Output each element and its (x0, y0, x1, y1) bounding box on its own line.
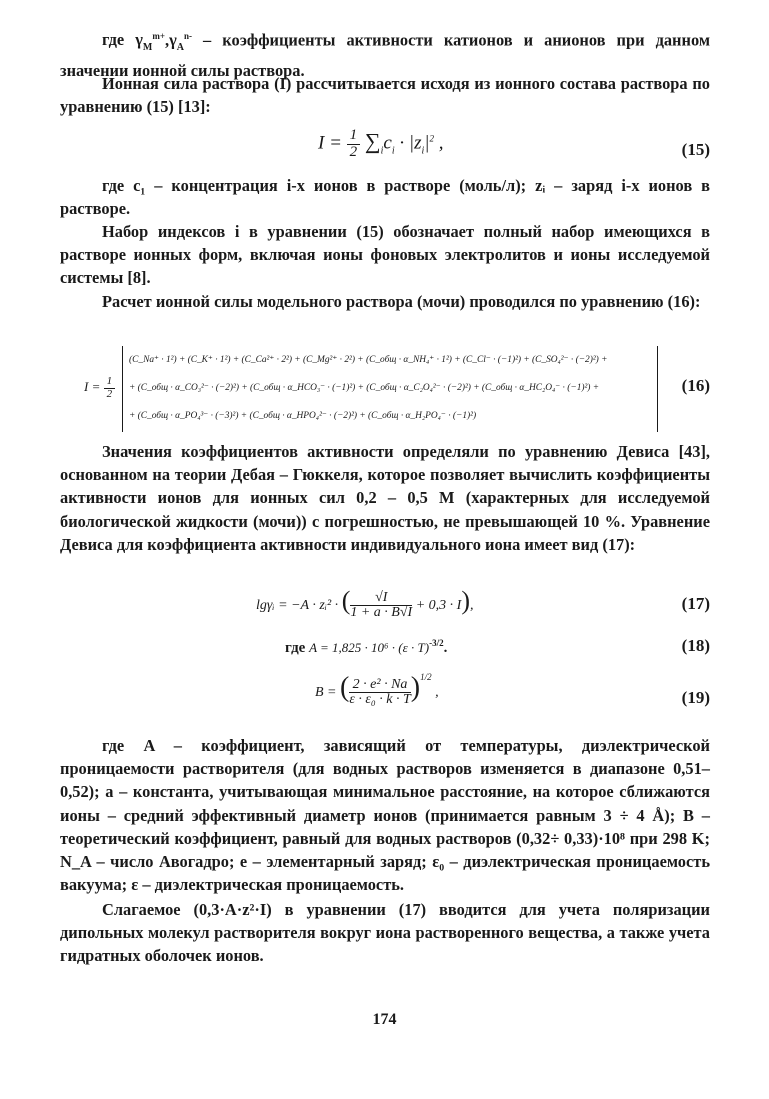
eq16-row-3: + (C_общ · α_PO₄³⁻ · (−3)²) + (C_общ · α_HPO₄²⁻ · (−2)²) + (C_общ · α_H₂PO₄⁻ · (−1)²) (129, 411, 477, 421)
paragraph-3: где c₁ – концентрация i-х ионов в растворе (моль/л); zᵢ – заряд i-х ионов в растворе. (60, 176, 710, 219)
eq15-number: (15) (681, 140, 710, 159)
paragraph-6: Значения коэффициентов активности определяли по уравнению Девиса [43], основанном на теории Дебая – Гюккеля, которое позволяет вычислить коэффициенты активности ионов для ионных сил 0,2 – 0,5 М (характерных для исследуемой биологической жидкости (мочи)) с погрешностью, не превышающей 10 %. Уравнение Девиса для коэффициента активности индивидуального иона имеет вид (17): (60, 442, 710, 554)
equation-17 (60, 582, 710, 632)
eq16-row-2: + (C_общ · α_CO₃²⁻ · (−2)²) + (C_общ · α_HCO₃⁻ · (−1)²) + (C_общ · α_C₂O₄²⁻ · (−2)²) + (C_общ · α_HC₂O₄⁻ · (−1)²) + (129, 383, 600, 393)
eq18-number: (18) (681, 636, 710, 655)
eq19-number: (19) (681, 688, 710, 707)
para1-start: где γ (102, 30, 143, 50)
para1-mid: ,γ (164, 30, 177, 50)
paragraph-2: Ионная сила раствора (I) рассчитывается исходя из ионного состава раствора по уравнению (15) [13]: (60, 74, 710, 117)
paragraph-8: Слагаемое (0,3·A·z²·I) в уравнении (17) вводится для учета поляризации дипольных молекул растворителя вокруг иона растворенного вещества, а также учета гидратных оболочек ионов. (60, 900, 710, 966)
eq16-bracket-body (122, 346, 658, 432)
page-number: 174 (372, 1011, 397, 1028)
para1-rest: – коэффициенты активности катионов и анионов при данном значении ионной силы раствора. (60, 30, 710, 80)
gamma-a-sup: n- (183, 31, 192, 41)
paragraph-4: Набор индексов i в уравнении (15) обозначает полный набор имеющихся в растворе ионных форм, включая ионы фоновых электролитов и ионы исследуемой системы [8]. (60, 222, 710, 288)
eq17-formula: lgγᵢ = −A · zᵢ² · ( $\frac{√I}{1 + a \cdot B√I}$ + 0,3 · I), (256, 586, 474, 621)
gamma-m-sup: m+ (152, 31, 165, 41)
gamma-a-sub: A (176, 41, 184, 53)
eq18-formula: где $A = 1,825 \cdot 10^6 \cdot (\varepsilon \cdot T)^{-3/2}$. (285, 638, 448, 656)
gamma-m-sub: M (142, 41, 153, 53)
eq15-formula: I = $\frac{1}{2}$ $\sum_ic_i \cdot |z_i|^2$ , (318, 127, 444, 160)
paragraph-5: Расчет ионной силы модельного раствора (мочи) проводился по уравнению (16): (102, 292, 701, 311)
eq16-lhs: I = $\frac{1}{2}$ (84, 376, 115, 400)
eq19-formula: B = ( $\frac{\text{2 · e² · Na}}{\text{ε · ε₀ · k · T}}$ )$^{1/2}$ , (315, 672, 439, 708)
eq16-number: (16) (681, 376, 710, 395)
paragraph-7: где A – коэффициент, зависящий от температуры, диэлектрической проницаемости растворителя (для водных растворов изменяется в диапазоне 0,51–0,52); a – константа, учитывающая минимальное расстояние, на которое сближаются ионы – средний эффективный диаметр ионов (принимается равным 3 ÷ 4 Å); B – теоретический коэффициент, равный для водных растворов (0,32÷ 0,33)·10⁸ при 298 K; N_A – число Авогадро; e – элементарный заряд; ε₀ – диэлектрическая проницаемость вакуума; ε – диэлектрическая проницаемость. (60, 736, 710, 895)
equation-19 (60, 672, 710, 722)
eq16-row-1: (C_Na⁺ · 1²) + (C_K⁺ · 1²) + (C_Ca²⁺ · 2²) + (C_Mg²⁺ · 2²) + (C_общ · α_NH₄⁺ · 1²) + (C_Cl⁻ · (−1)²) + (C_SO₄²⁻ · (−2)²) + (129, 355, 608, 365)
equation-15 (60, 124, 710, 174)
eq17-number: (17) (681, 594, 710, 613)
equation-16 (60, 346, 710, 436)
equation-18 (60, 634, 710, 664)
